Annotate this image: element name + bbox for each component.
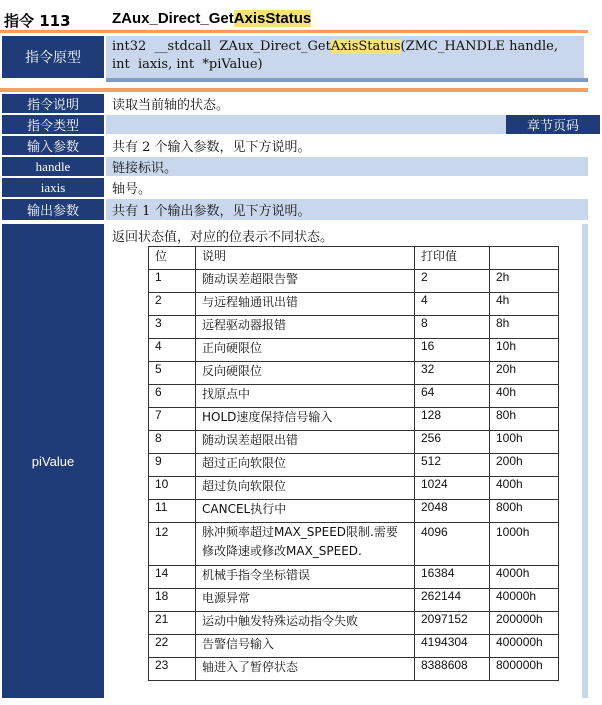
print-cell: 32 bbox=[415, 362, 490, 385]
header-print: 打印值 bbox=[415, 247, 490, 270]
hex-cell: 40000h bbox=[490, 589, 559, 612]
bit-cell: 1 bbox=[149, 270, 196, 293]
table-header-row bbox=[149, 247, 559, 270]
hex-cell: 40h bbox=[490, 385, 559, 408]
bit-cell: 7 bbox=[149, 408, 196, 431]
instruction-number: 指令 113 bbox=[4, 12, 71, 30]
print-cell: 512 bbox=[415, 454, 490, 477]
bit-cell: 5 bbox=[149, 362, 196, 385]
table-row bbox=[149, 477, 559, 500]
bit-cell: 9 bbox=[149, 454, 196, 477]
signature-highlight: AxisStatus bbox=[330, 39, 401, 54]
table-row bbox=[149, 408, 559, 431]
desc-cell: 运动中触发特殊运动指令失败 bbox=[196, 612, 415, 635]
prototype-signature bbox=[106, 36, 584, 78]
desc-cell: 脉冲频率超过MAX_SPEED限制.需要修改降速或修改MAX_SPEED. bbox=[196, 523, 415, 566]
header-bit: 位 bbox=[149, 247, 196, 270]
input-label: 输入参数 bbox=[2, 136, 104, 155]
print-cell: 128 bbox=[415, 408, 490, 431]
print-cell: 8 bbox=[415, 316, 490, 339]
title-divider bbox=[0, 30, 588, 33]
doc-title bbox=[0, 8, 602, 30]
print-cell: 256 bbox=[415, 431, 490, 454]
hex-cell: 800h bbox=[490, 500, 559, 523]
desc-cell: 电源异常 bbox=[196, 589, 415, 612]
desc-cell: 超过负向软限位 bbox=[196, 477, 415, 500]
table-row bbox=[149, 523, 559, 566]
hex-cell: 4000h bbox=[490, 566, 559, 589]
table-row bbox=[149, 566, 559, 589]
table-row bbox=[149, 635, 559, 658]
hex-cell: 8h bbox=[490, 316, 559, 339]
print-cell: 2 bbox=[415, 270, 490, 293]
bit-cell: 21 bbox=[149, 612, 196, 635]
bit-cell: 11 bbox=[149, 500, 196, 523]
desc-cell: 机械手指令坐标错误 bbox=[196, 566, 415, 589]
table-row bbox=[149, 454, 559, 477]
hex-cell: 2h bbox=[490, 270, 559, 293]
type-label: 指令类型 bbox=[2, 115, 104, 134]
hex-cell: 800000h bbox=[490, 658, 559, 681]
table-row bbox=[149, 339, 559, 362]
handle-label: handle bbox=[2, 157, 104, 176]
table-row bbox=[149, 658, 559, 681]
pivalue-label: piValue bbox=[2, 224, 104, 698]
hex-cell: 10h bbox=[490, 339, 559, 362]
header-desc: 说明 bbox=[196, 247, 415, 270]
signature-line-2: int iaxis, int *piValue) bbox=[112, 57, 263, 72]
table-row bbox=[149, 500, 559, 523]
desc-cell: 告警信号输入 bbox=[196, 635, 415, 658]
pivalue-intro: 返回状态值，对应的位表示不同状态。 bbox=[112, 230, 334, 245]
print-cell: 4096 bbox=[415, 523, 490, 566]
desc-cell: 远程驱动器报错 bbox=[196, 316, 415, 339]
hex-cell: 200000h bbox=[490, 612, 559, 635]
bit-cell: 23 bbox=[149, 658, 196, 681]
bit-cell: 2 bbox=[149, 293, 196, 316]
bit-cell: 18 bbox=[149, 589, 196, 612]
bit-cell: 22 bbox=[149, 635, 196, 658]
function-name-prefix: ZAux_Direct_Get bbox=[112, 10, 234, 27]
prototype-shadow bbox=[106, 78, 588, 82]
desc-cell: 超过正向软限位 bbox=[196, 454, 415, 477]
desc-cell: HOLD速度保持信号输入 bbox=[196, 408, 415, 431]
desc-cell: 轴进入了暂停状态 bbox=[196, 658, 415, 681]
table-row bbox=[149, 612, 559, 635]
print-cell: 8388608 bbox=[415, 658, 490, 681]
hex-cell: 20h bbox=[490, 362, 559, 385]
bit-cell: 8 bbox=[149, 431, 196, 454]
bit-cell: 6 bbox=[149, 385, 196, 408]
desc-cell: CANCEL执行中 bbox=[196, 500, 415, 523]
hex-cell: 200h bbox=[490, 454, 559, 477]
hex-cell: 1000h bbox=[490, 523, 559, 566]
desc-cell: 与远程轴通讯出错 bbox=[196, 293, 415, 316]
iaxis-value: 轴号。 bbox=[106, 178, 588, 197]
header-hex bbox=[490, 247, 559, 270]
print-cell: 4 bbox=[415, 293, 490, 316]
desc-cell: 反向硬限位 bbox=[196, 362, 415, 385]
desc-cell: 随动误差超限告警 bbox=[196, 270, 415, 293]
table-row bbox=[149, 385, 559, 408]
print-cell: 1024 bbox=[415, 477, 490, 500]
signature-prefix: int32 __stdcall ZAux_Direct_Get bbox=[112, 39, 331, 54]
function-name bbox=[112, 10, 311, 27]
print-cell: 4194304 bbox=[415, 635, 490, 658]
prototype-label: 指令原型 bbox=[2, 36, 104, 78]
print-cell: 2048 bbox=[415, 500, 490, 523]
desc-cell: 找原点中 bbox=[196, 385, 415, 408]
table-row bbox=[149, 431, 559, 454]
desc-cell: 正向硬限位 bbox=[196, 339, 415, 362]
type-value bbox=[106, 115, 588, 134]
table-row bbox=[149, 316, 559, 339]
hex-cell: 400000h bbox=[490, 635, 559, 658]
desc-cell: 随动误差超限出错 bbox=[196, 431, 415, 454]
table-row bbox=[149, 362, 559, 385]
print-cell: 16 bbox=[415, 339, 490, 362]
hex-cell: 100h bbox=[490, 431, 559, 454]
handle-value: 链接标识。 bbox=[106, 157, 588, 176]
bit-cell: 10 bbox=[149, 477, 196, 500]
hex-cell: 400h bbox=[490, 477, 559, 500]
output-value: 共有 1 个输出参数，见下方说明。 bbox=[106, 199, 588, 220]
print-cell: 64 bbox=[415, 385, 490, 408]
signature-suffix: (ZMC_HANDLE handle, bbox=[400, 39, 558, 54]
input-value: 共有 2 个输入参数，见下方说明。 bbox=[106, 136, 588, 155]
table-row bbox=[149, 270, 559, 293]
iaxis-label: iaxis bbox=[2, 178, 104, 197]
desc-value: 读取当前轴的状态。 bbox=[106, 94, 588, 113]
status-bit-table bbox=[148, 246, 559, 681]
signature-line-1 bbox=[112, 38, 578, 56]
output-label: 输出参数 bbox=[2, 199, 104, 220]
bit-cell: 14 bbox=[149, 566, 196, 589]
bit-cell: 4 bbox=[149, 339, 196, 362]
print-cell: 2097152 bbox=[415, 612, 490, 635]
print-cell: 16384 bbox=[415, 566, 490, 589]
desc-label: 指令说明 bbox=[2, 94, 104, 113]
hex-cell: 80h bbox=[490, 408, 559, 431]
section-page-label: 章节页码 bbox=[506, 115, 600, 134]
pivalue-right-strip bbox=[582, 224, 588, 698]
table-row bbox=[149, 293, 559, 316]
section-divider bbox=[0, 88, 588, 92]
bit-cell: 3 bbox=[149, 316, 196, 339]
function-name-highlight: AxisStatus bbox=[233, 10, 312, 27]
hex-cell: 4h bbox=[490, 293, 559, 316]
table-row bbox=[149, 589, 559, 612]
print-cell: 262144 bbox=[415, 589, 490, 612]
bit-cell: 12 bbox=[149, 523, 196, 566]
